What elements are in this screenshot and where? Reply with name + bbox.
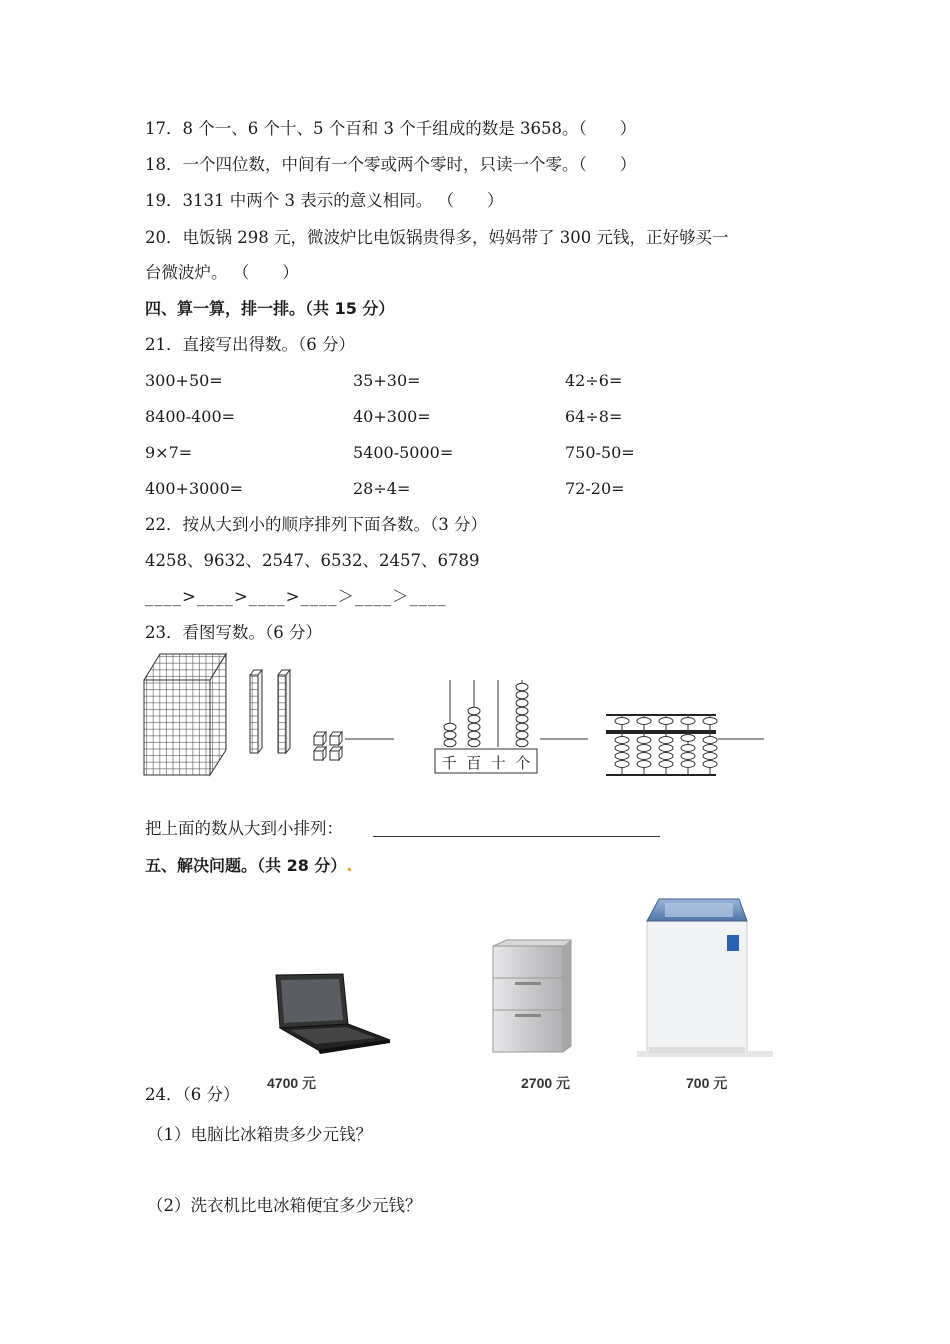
calc-item: 72-20= [565, 479, 625, 498]
sort-prompt: 把上面的数从大到小排列： [145, 819, 343, 838]
unit-cubes [314, 732, 342, 760]
question-20-line1: 20．电饭锅 298 元，微波炉比电饭锅贵得多，妈妈带了 300 元钱，正好够买一 [145, 228, 729, 247]
laptop-price: 4700 元 [267, 1075, 317, 1091]
base-ten-blocks-figure [140, 650, 400, 780]
laptop-image [268, 970, 393, 1055]
label-ones: 个 [515, 754, 531, 772]
question-21: 21．直接写出得数。（6 分） [145, 335, 355, 354]
calc-item: 400+3000= [145, 479, 244, 498]
calc-item: 8400-400= [145, 407, 236, 426]
calc-item: 750-50= [565, 443, 635, 462]
bead-abacus-figure [602, 708, 767, 780]
question-18: 18．一个四位数，中间有一个零或两个零时，只读一个零。（ ） [145, 155, 637, 174]
section-5-title: 五、解决问题。（共 28 分）. [145, 856, 353, 875]
calc-item: 28÷4= [353, 479, 411, 498]
washing-machine-price: 700 元 [686, 1075, 728, 1091]
calc-item: 300+50= [145, 371, 223, 390]
label-tens: 十 [490, 754, 506, 772]
refrigerator-price: 2700 元 [521, 1075, 571, 1091]
calc-item: 42÷6= [565, 371, 623, 390]
place-value-labels [437, 752, 535, 773]
question-17: 17．8 个一、6 个十、5 个百和 3 个千组成的数是 3658。（ ） [145, 119, 637, 138]
question-20-line2: 台微波炉。 （ ） [145, 263, 299, 282]
ten-rod [250, 670, 262, 753]
label-thousands: 千 [441, 754, 457, 772]
calc-item: 9×7= [145, 443, 193, 462]
thousand-cube [144, 654, 226, 775]
washing-machine-image [635, 893, 775, 1063]
question-24-part2: （2）洗衣机比电冰箱便宜多少元钱？ [147, 1196, 422, 1215]
question-22: 22．按从大到小的顺序排列下面各数。（3 分） [145, 515, 487, 534]
question-23: 23．看图写数。（6 分） [145, 623, 322, 642]
question-24: 24．（6 分） [145, 1085, 240, 1104]
sort-answer-blank [373, 836, 660, 837]
order-answer-line: ____>____>____>____＞____＞____ [145, 587, 447, 606]
calc-item: 64÷8= [565, 407, 623, 426]
ten-rod [278, 670, 290, 753]
question-19: 19．3131 中两个 3 表示的意义相同。 （ ） [145, 191, 504, 210]
numbers-to-sort: 4258、9632、2547、6532、2457、6789 [145, 551, 480, 570]
section-4-title: 四、算一算，排一排。（共 15 分） [145, 299, 395, 318]
question-24-part1: （1）电脑比冰箱贵多少元钱？ [147, 1125, 372, 1144]
calc-item: 5400-5000= [353, 443, 454, 462]
calc-item: 40+300= [353, 407, 431, 426]
calc-item: 35+30= [353, 371, 421, 390]
refrigerator-image [485, 938, 577, 1058]
label-hundreds: 百 [466, 754, 482, 772]
